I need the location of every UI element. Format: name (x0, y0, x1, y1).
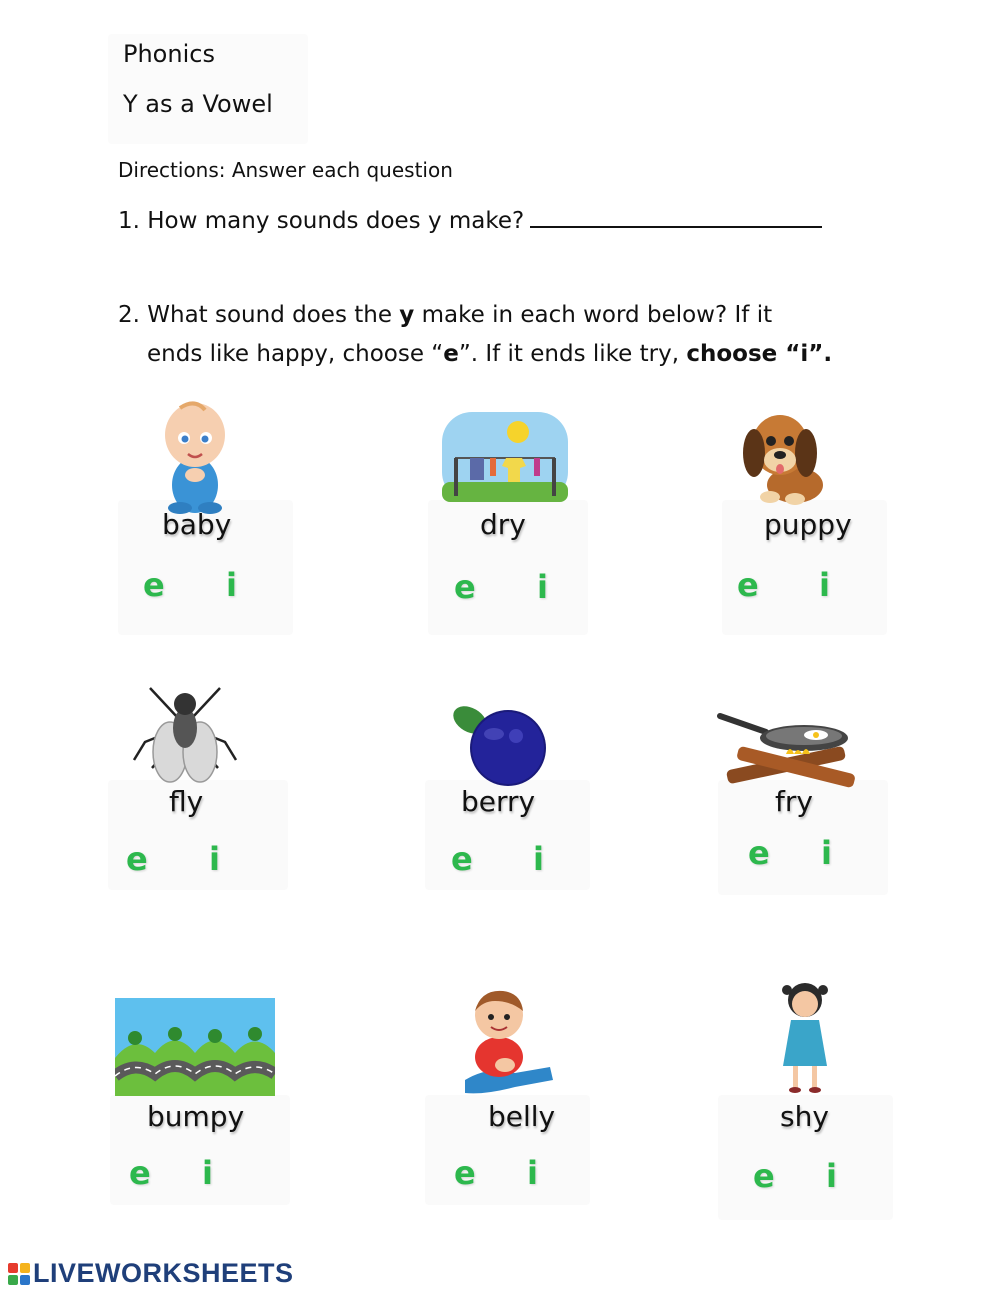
word-label: bumpy (147, 1100, 245, 1133)
word-label: baby (162, 508, 232, 541)
option-e[interactable]: e (143, 566, 165, 604)
blueberry-icon (450, 698, 550, 792)
answer-blank[interactable] (530, 206, 822, 228)
option-e[interactable]: e (737, 566, 759, 604)
question-2-y: y (399, 302, 415, 328)
baby-icon (150, 400, 240, 519)
liveworksheets-logo[interactable] (8, 1258, 294, 1289)
option-e[interactable]: e (451, 840, 473, 878)
option-e[interactable]: e (129, 1154, 151, 1192)
question-1-text: 1. How many sounds does y make? (118, 208, 525, 234)
question-2-end: . (823, 341, 833, 367)
word-label: belly (488, 1100, 556, 1133)
word-label: fry (775, 785, 813, 818)
option-i[interactable]: i (537, 568, 548, 606)
option-i[interactable]: i (819, 566, 830, 604)
word-label: puppy (764, 508, 852, 541)
bumpy-road-icon (115, 998, 275, 1100)
option-e[interactable]: e (753, 1157, 775, 1195)
puppy-icon (740, 405, 830, 509)
worksheet-subject: Phonics (123, 40, 215, 68)
question-2-choose-i: choose “i” (686, 341, 824, 367)
word-label: dry (480, 508, 526, 541)
fly-icon (130, 680, 240, 794)
worksheet-title: Y as a Vowel (123, 90, 273, 118)
question-2-part4: ”. If it ends like try, (458, 341, 687, 367)
boy-belly-icon (455, 985, 555, 1104)
liveworksheets-logo-icon (8, 1263, 30, 1285)
brand-name: LIVEWORKSHEETS (33, 1258, 294, 1288)
word-label: berry (461, 785, 536, 818)
option-i[interactable]: i (821, 834, 832, 872)
option-i[interactable]: i (826, 1157, 837, 1195)
frying-pan-icon (716, 710, 864, 792)
question-2 (118, 296, 918, 374)
question-1 (118, 206, 822, 234)
question-2-part2: make in each word below? If it (414, 302, 773, 328)
directions: Directions: Answer each question (118, 158, 453, 182)
option-e[interactable]: e (454, 568, 476, 606)
clothesline-icon (440, 410, 570, 509)
question-2-e: e (443, 341, 459, 367)
option-e[interactable]: e (454, 1154, 476, 1192)
question-2-part3: ends like happy, choose “ (147, 341, 444, 367)
word-label: fly (169, 785, 204, 818)
question-2-part1: 2. What sound does the (118, 302, 400, 328)
word-label: shy (780, 1100, 829, 1133)
option-e[interactable]: e (126, 840, 148, 878)
shy-girl-icon (775, 978, 835, 1102)
option-i[interactable]: i (527, 1154, 538, 1192)
option-e[interactable]: e (748, 834, 770, 872)
option-i[interactable]: i (226, 566, 237, 604)
option-i[interactable]: i (209, 840, 220, 878)
option-i[interactable]: i (533, 840, 544, 878)
option-i[interactable]: i (202, 1154, 213, 1192)
